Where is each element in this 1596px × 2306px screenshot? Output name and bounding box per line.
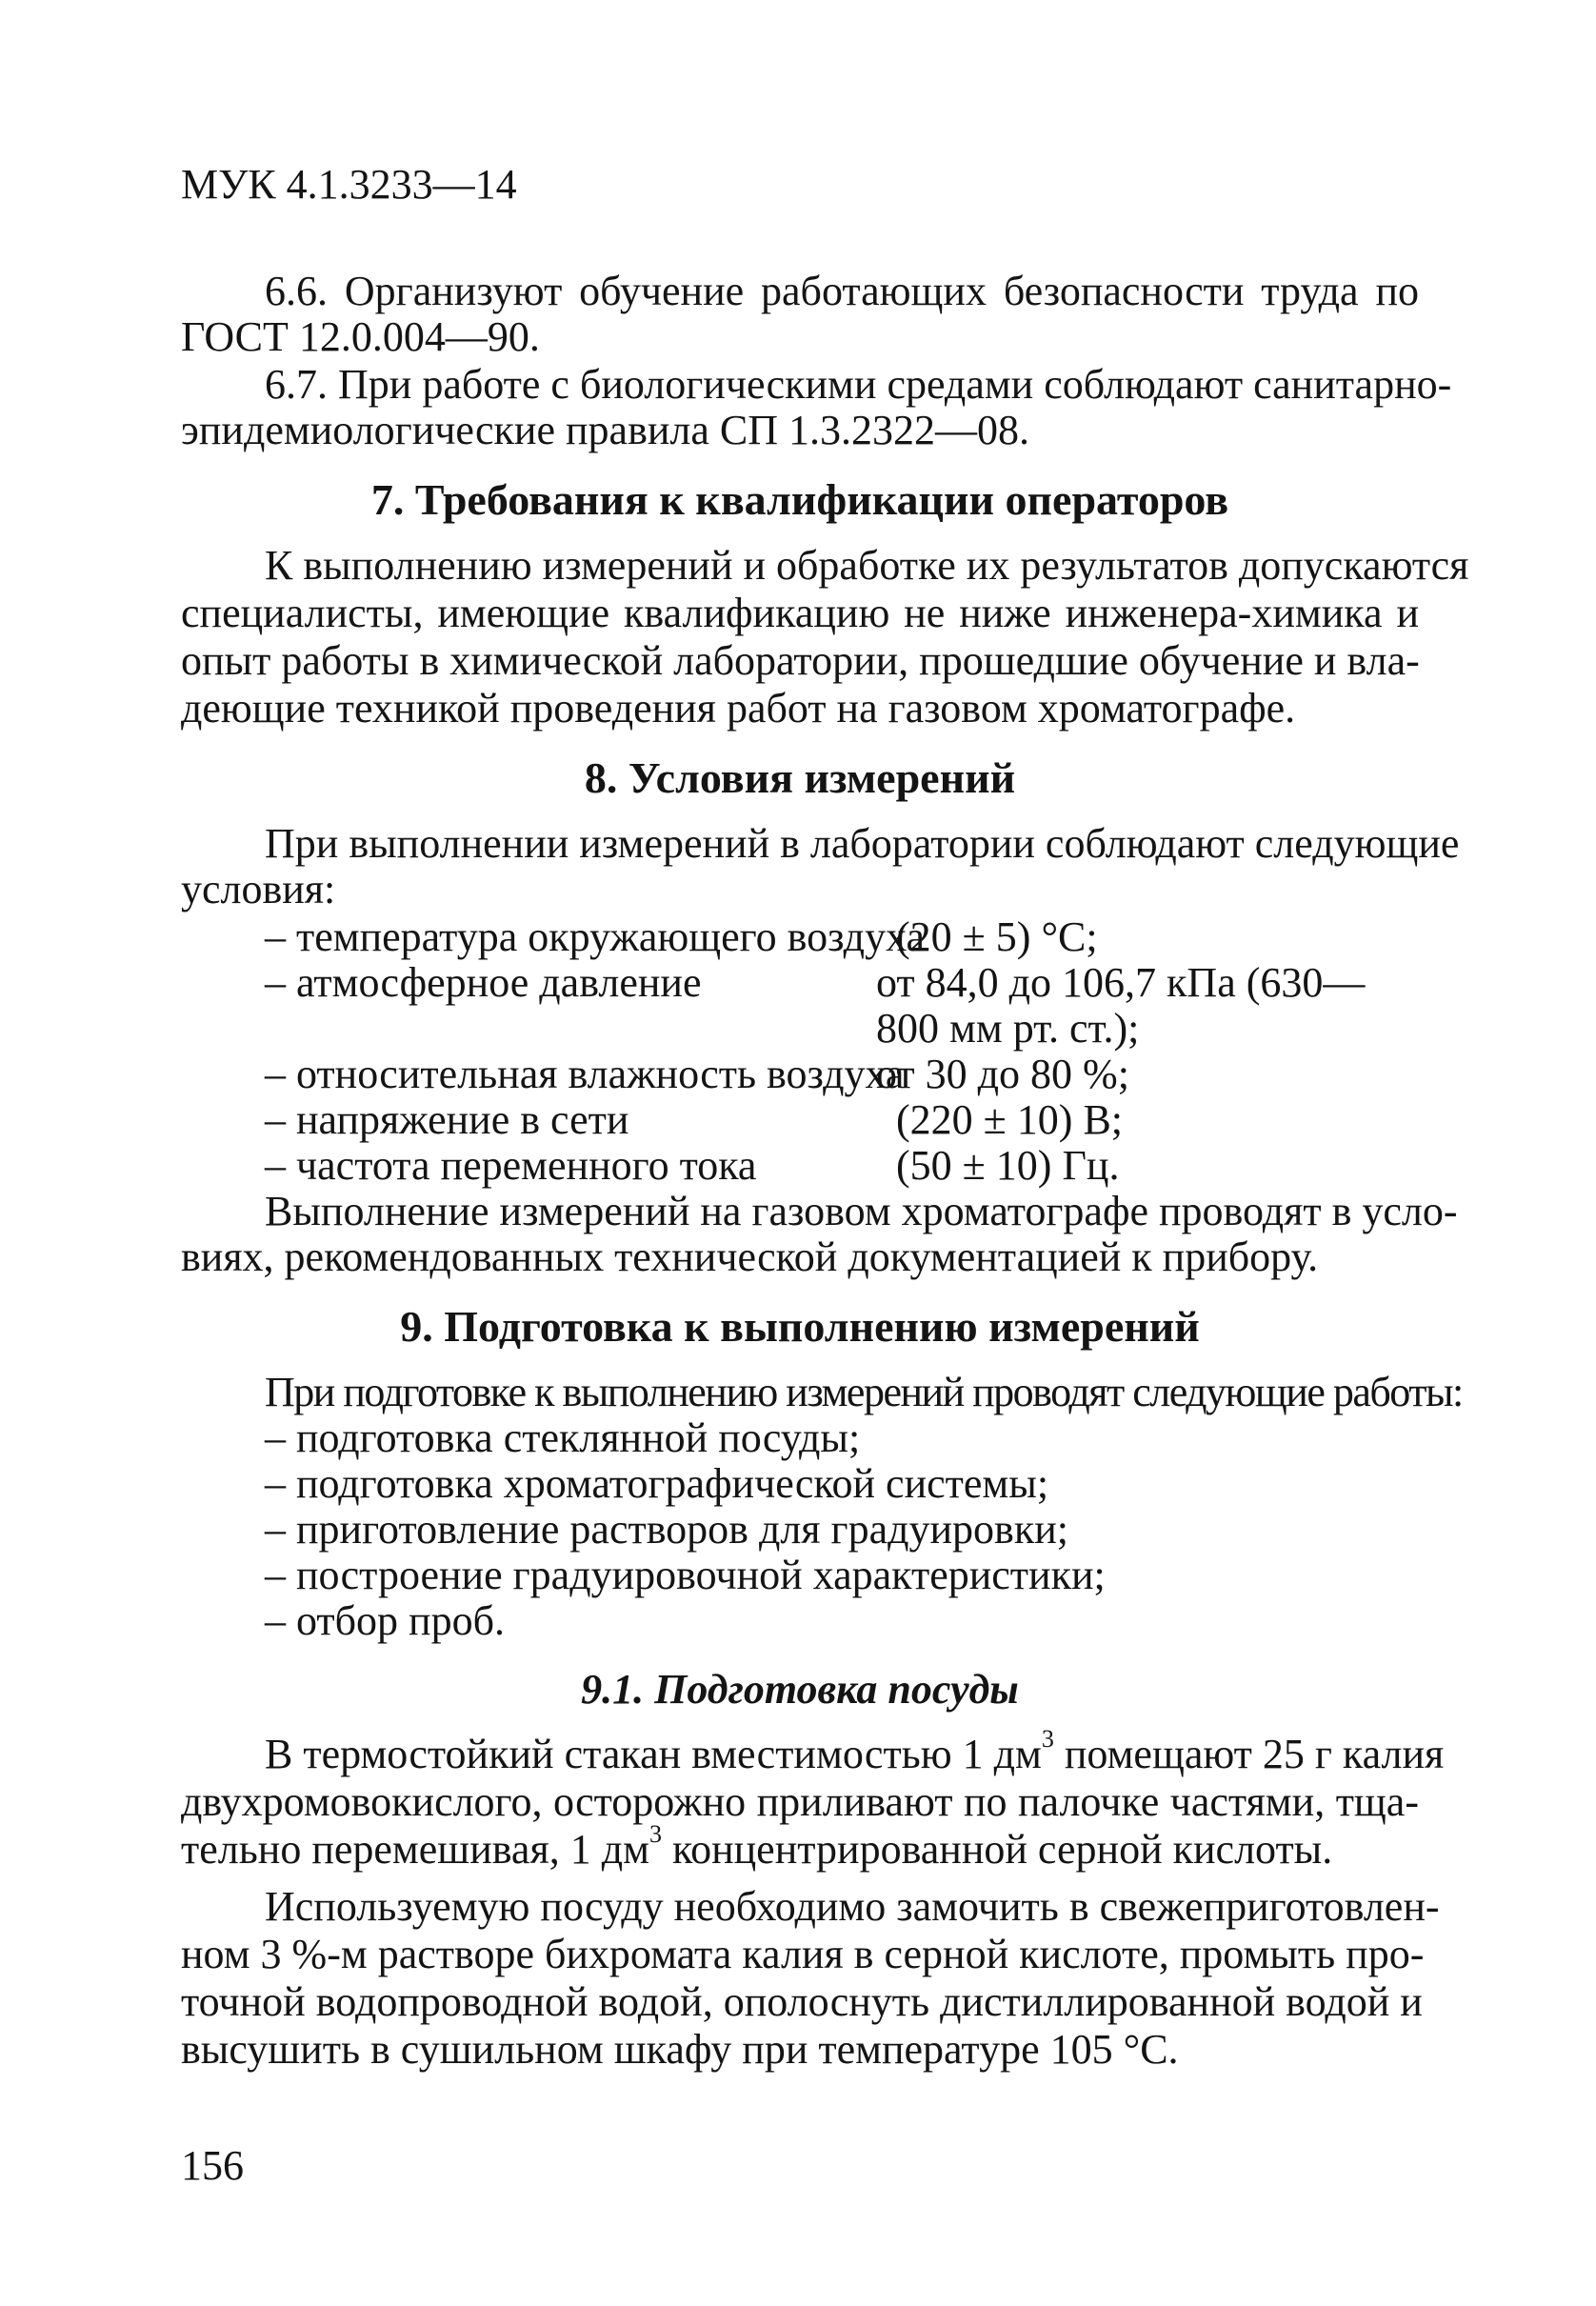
paragraph-6-7-line-2: эпидемиологические правила СП 1.3.2322—08. — [181, 407, 1029, 453]
condition-value-pressure-cont: 800 мм рт. ст.); — [876, 1005, 1140, 1052]
condition-label-humidity: – относительная влажность воздуха — [265, 1051, 905, 1097]
section-9-1-p2-line-4: высушить в сушильном шкафу при температуре 105 °С. — [181, 2026, 1179, 2073]
paragraph-6-7-line-1: 6.7. При работе с биологическими средами соблюдают санитарно- — [265, 361, 1452, 408]
section-9-item-5: – отбор проб. — [265, 1597, 505, 1644]
superscript-3: 3 — [648, 1820, 662, 1849]
section-9-1-heading: 9.1. Подготовка посуды — [581, 1666, 1019, 1713]
section-9-1-p1-line-3: тельно перемешивая, 1 $дм^3$ концентрированной серной кислоты. — [181, 1820, 1333, 1873]
section-9-1-p2-line-2: ном 3 %-м растворе бихромата калия в серной кислоте, промыть про- — [181, 1931, 1425, 1977]
document-header: МУК 4.1.3233—14 — [181, 161, 517, 208]
section-9-1-p2-line-3: точной водопроводной водой, ополоснуть дистиллированной водой и — [181, 1978, 1423, 2025]
section-9-item-3: – приготовление растворов для градуировки; — [265, 1506, 1068, 1553]
section-9-heading: 9. Подготовка к выполнению измерений — [400, 1302, 1200, 1351]
section-9-1-p2-line-1: Используемую посуду необходимо замочить в свежеприготовлен- — [265, 1883, 1440, 1930]
paragraph-6-6-line-2: ГОСТ 12.0.004—90. — [181, 313, 540, 360]
section-7-line-3: опыт работы в химической лаборатории, прошедшие обучение и вла- — [181, 637, 1420, 684]
section-9-item-2: – подготовка хроматографической системы; — [265, 1460, 1049, 1507]
condition-value-frequency: (50 ± 10) Гц. — [896, 1142, 1120, 1189]
section-8-intro-line-1: При выполнении измерений в лаборатории соблюдают следующие — [265, 820, 1460, 867]
condition-label-frequency: – частота переменного тока — [265, 1142, 757, 1189]
section-9-item-4: – построение градуировочной характеристики; — [265, 1552, 1106, 1598]
section-9-intro: При подготовке к выполнению измерений проводят следующие работы: — [265, 1369, 1463, 1415]
condition-label-pressure: – атмосферное давление — [265, 959, 702, 1006]
section-7-line-4: деющие техникой проведения работ на газовом хроматографе. — [181, 685, 1296, 732]
section-9-1-p1-line-1: В термостойкий стакан вместимостью 1 $дм^3$ помещают 25 г калия — [265, 1725, 1445, 1777]
section-7-line-2: специалисты, имеющие квалификацию не ниже инженера-химика и — [181, 590, 1419, 636]
condition-label-temperature: – температура окружающего воздуха — [265, 913, 926, 960]
document-page — [181, 161, 1469, 2210]
condition-label-voltage: – напряжение в сети — [265, 1096, 629, 1143]
section-8-heading: 8. Условия измерений — [584, 753, 1016, 802]
section-8-outro-line-2: виях, рекомендованных технической документацией к прибору. — [181, 1233, 1319, 1280]
condition-value-voltage: (220 ± 10) В; — [896, 1096, 1124, 1143]
paragraph-6-6-line-1: 6.6. Организуют обучение работающих безопасности труда по — [265, 268, 1419, 314]
condition-value-temperature: (20 ± 5) °С; — [896, 913, 1098, 960]
section-7-heading: 7. Требования к квалификации операторов — [370, 475, 1229, 524]
section-7-line-1: К выполнению измерений и обработке их результатов допускаются — [265, 542, 1469, 589]
page-number: 156 — [181, 2142, 244, 2189]
section-9-1-p1-line-2: двухромовокислого, осторожно приливают по палочке частями, тща- — [181, 1778, 1419, 1825]
section-9-item-1: – подготовка стеклянной посуды; — [265, 1414, 861, 1461]
condition-value-humidity: от 30 до 80 %; — [876, 1051, 1129, 1097]
section-8-intro-line-2: условия: — [181, 866, 336, 912]
superscript-3: 3 — [1041, 1725, 1054, 1754]
section-8-outro-line-1: Выполнение измерений на газовом хроматографе проводят в усло- — [265, 1188, 1458, 1234]
condition-value-pressure: от 84,0 до 106,7 кПа (630— — [876, 959, 1366, 1006]
